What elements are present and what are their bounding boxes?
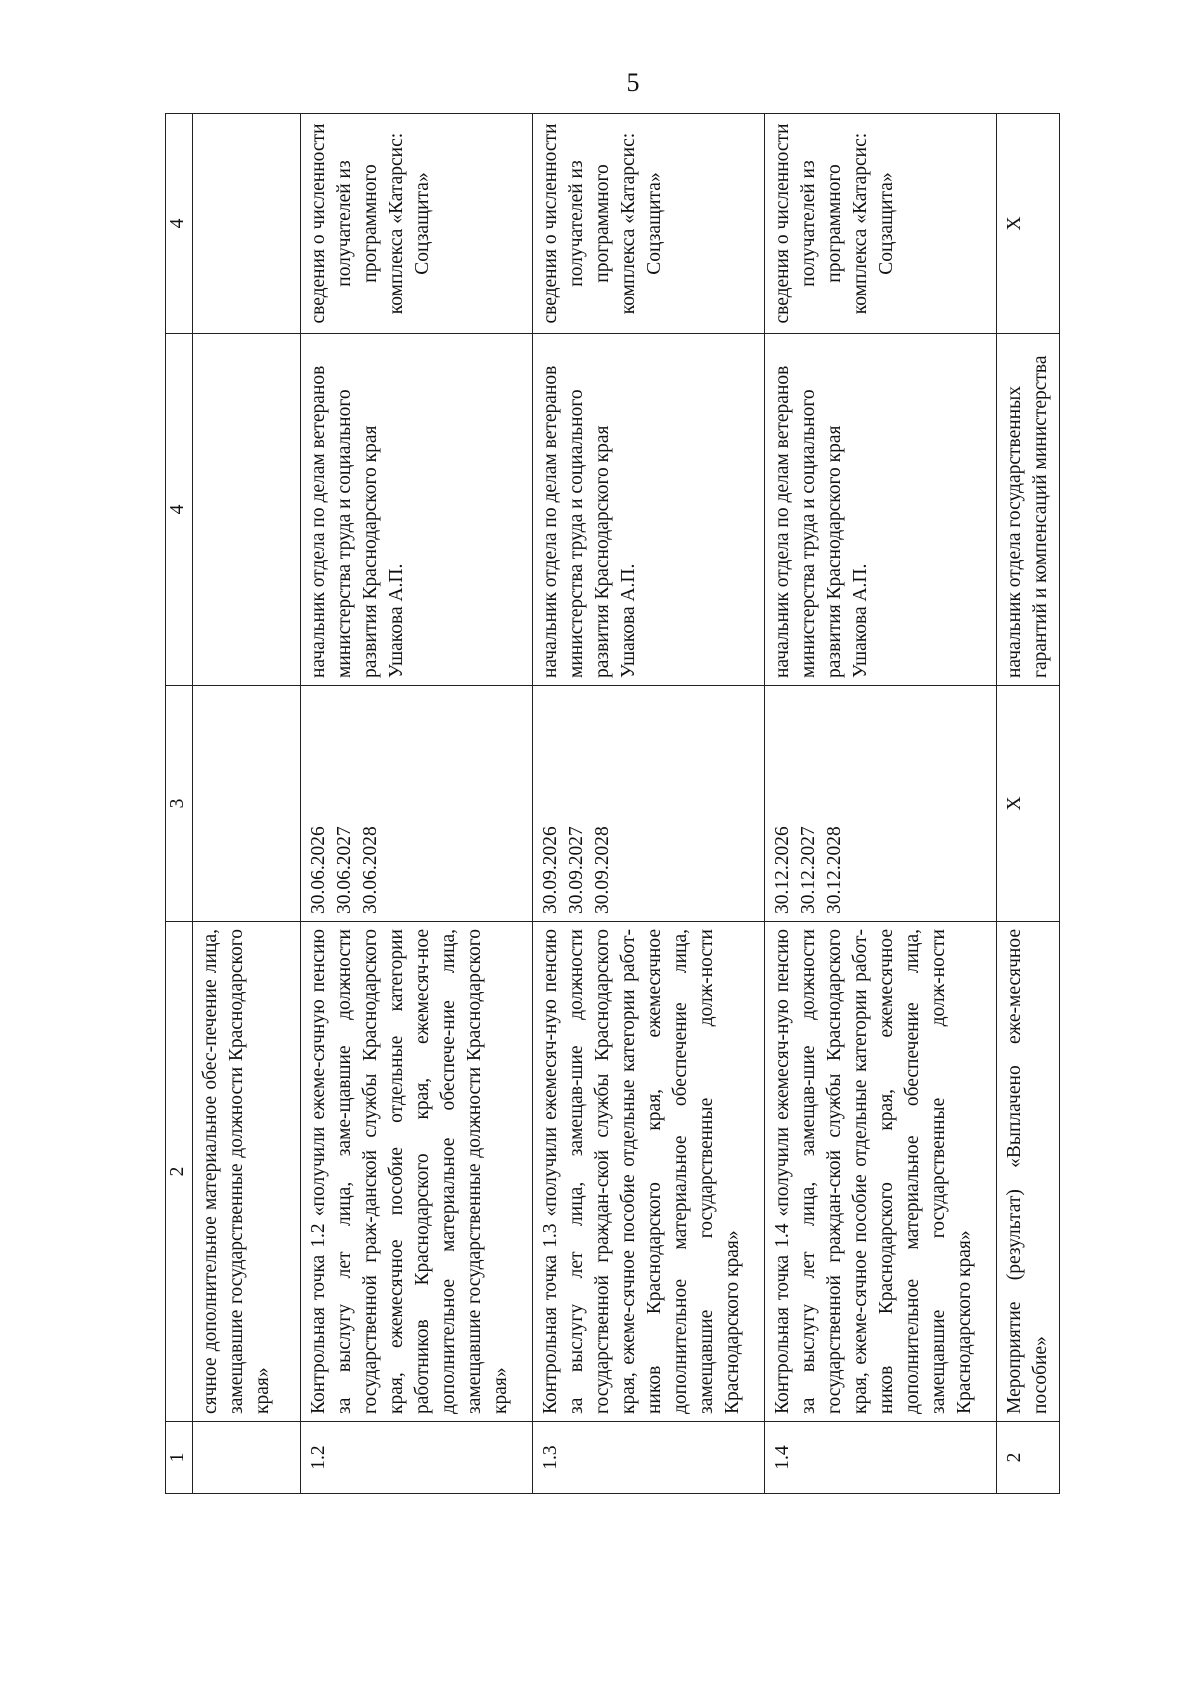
header-cell: 4 [166,334,193,686]
row-description: сячное дополнительное материальное обес-печение лица, замещавшие государственные должности Краснодарского края» [193,922,301,1422]
header-row [166,114,193,1494]
page-number: 5 [626,68,640,97]
header-cell: 1 [166,1422,193,1494]
plan-table [165,113,1060,1494]
row-responsible: начальник отдела по делам ветеранов министерства труда и социального развития Краснодарского края Ушакова А.П. [533,334,765,686]
row-responsible: начальник отдела по делам ветеранов министерства труда и социального развития Краснодарского края Ушакова А.П. [301,334,533,686]
row-document [193,114,301,334]
row-number: 1.2 [301,1422,533,1494]
row-description: Контрольная точка 1.3 «получили ежемесяч-ную пенсию за выслугу лет лица, замещав-шие должности государственной граждан-ской службы Краснодарского края, ежеме-сячное пособие отдельные категории работ-ников Краснодарского края, ежемесячное дополнительное материальное обеспечение лица, замещавшие государственные долж-ности Краснодарского края» [533,922,765,1422]
row-date: 30.06.2026 30.06.2027 30.06.2028 [301,686,533,922]
row-document: сведения о численности получателей из программного комплекса «Катарсис: Соцзащита» [301,114,533,334]
table-row [301,114,533,1494]
row-document: сведения о численности получателей из программного комплекса «Катарсис: Соцзащита» [765,114,997,334]
table-row [765,114,997,1494]
row-date: 30.12.2026 30.12.2027 30.12.2028 [765,686,997,922]
row-responsible: начальник отдела по делам ветеранов министерства труда и социального развития Краснодарского края Ушакова А.П. [765,334,997,686]
header-cell: 3 [166,686,193,922]
row-date: Х [997,686,1060,922]
row-number [193,1422,301,1494]
row-description: Контрольная точка 1.4 «получили ежемесяч-ную пенсию за выслугу лет лица, замещав-шие должности государственной граждан-ской службы Краснодарского края, ежеме-сячное пособие отдельные категории работ-ников Краснодарского края, ежемесячное дополнительное материальное обеспечение лица, замещавшие государственные долж-ности Краснодарского края» [765,922,997,1422]
row-description: Контрольная точка 1.2 «получили ежеме-сячную пенсию за выслугу лет лица, заме-щавшие должности государственной граж-данской службы Краснодарского края, ежемесячное пособие отдельные категории работников Краснодарского края, ежемесяч-ное дополнительное материальное обеспече-ние лица, замещавшие государственные должности Краснодарского края» [301,922,533,1422]
row-description: Мероприятие (результат) «Выплачено еже-месячное пособие» [997,922,1060,1422]
row-document: сведения о численности получателей из программного комплекса «Катарсис: Соцзащита» [533,114,765,334]
table-row [193,114,301,1494]
row-responsible: начальник отдела государственных гарантий и компенсаций министерства [997,334,1060,686]
header-cell: 2 [166,922,193,1422]
table-row [997,114,1060,1494]
rotated-table [165,114,1051,1494]
header-cell: 4 [166,114,193,334]
row-number: 1.3 [533,1422,765,1494]
row-date [193,686,301,922]
row-number: 1.4 [765,1422,997,1494]
row-responsible [193,334,301,686]
row-number: 2 [997,1422,1060,1494]
row-date: 30.09.2026 30.09.2027 30.09.2028 [533,686,765,922]
table-container [165,114,1051,1494]
table-row [533,114,765,1494]
row-document: Х [997,114,1060,334]
